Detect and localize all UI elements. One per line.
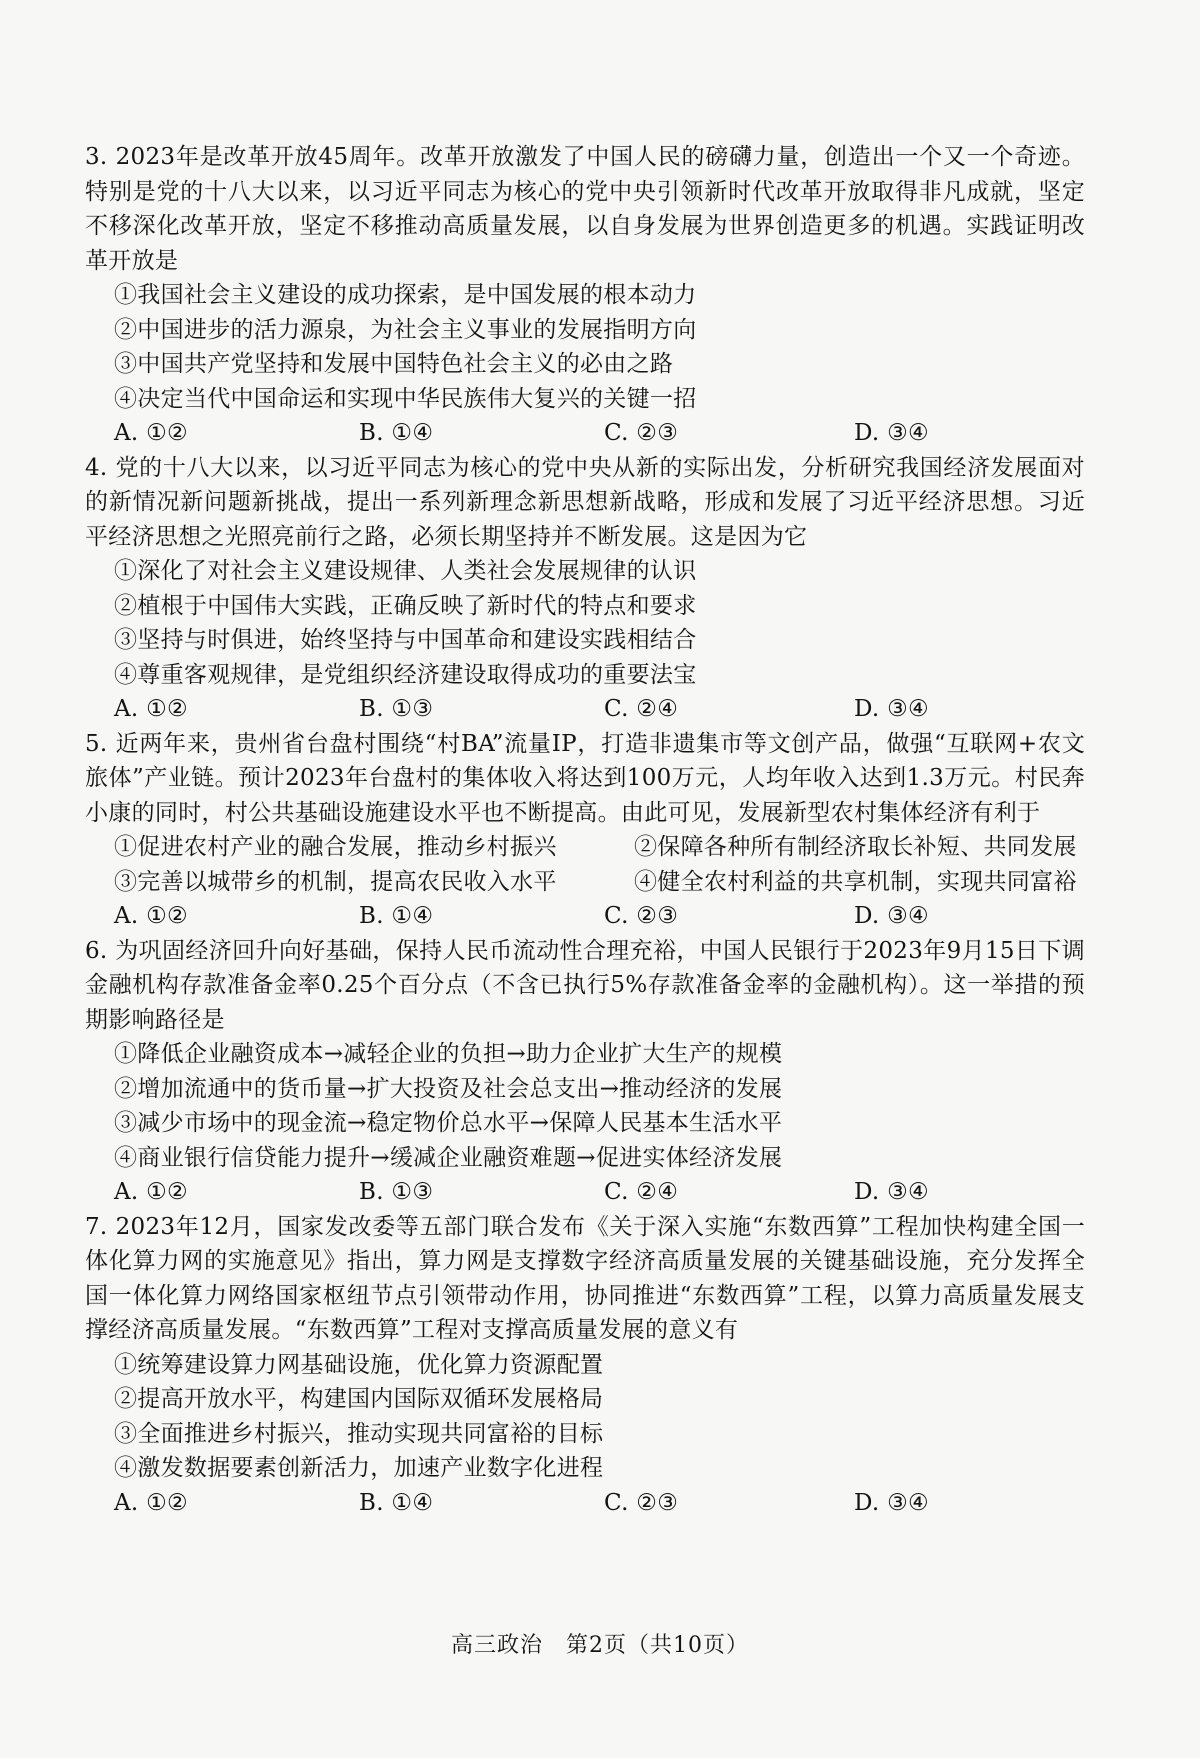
statement-list bbox=[114, 278, 1085, 416]
answer-choices bbox=[114, 692, 1085, 727]
choice-a: A. ①② bbox=[114, 1179, 188, 1205]
question-6 bbox=[85, 934, 1085, 1210]
choice-b: B. ①④ bbox=[359, 903, 434, 929]
choice-c: C. ②③ bbox=[604, 420, 679, 446]
choice-d: D. ③④ bbox=[854, 420, 929, 446]
statement-option: ②保障各种所有制经济取长补短、共同发展 bbox=[634, 834, 1077, 860]
choice-c: C. ②④ bbox=[604, 1179, 679, 1205]
statement-option: ④健全农村利益的共享机制，实现共同富裕 bbox=[634, 868, 1077, 895]
choice-d: D. ③④ bbox=[854, 1179, 929, 1205]
statement-option: ②中国进步的活力源泉，为社会主义事业的发展指明方向 bbox=[114, 316, 697, 343]
question-7 bbox=[85, 1210, 1085, 1521]
question-stem: 7. 2023年12月，国家发改委等五部门联合发布《关于深入实施“东数西算”工程加快构建全国一体化算力网的实施意见》指出，算力网是支撑数字经济高质量发展的关键基础设施，充分发挥全国一体化算力网络国家枢纽节点引领带动作用，协同推进“东数西算”工程，以算力高质量发展支撑经济高质量发展。“东数西算”工程对支撑高质量发展的意义有 bbox=[85, 1213, 1085, 1343]
question-4 bbox=[85, 451, 1085, 727]
choice-d: D. ③④ bbox=[854, 1489, 929, 1516]
statement-option: ④尊重客观规律，是党组织经济建设取得成功的重要法宝 bbox=[114, 661, 697, 688]
choice-b: B. ①③ bbox=[359, 696, 434, 722]
choice-c: C. ②④ bbox=[604, 696, 679, 722]
choice-d: D. ③④ bbox=[854, 696, 929, 722]
question-stem: 5. 近两年来，贵州省台盘村围绕“村BA”流量IP，打造非遗集市等文创产品，做强“互联网+农文旅体”产业链。预计2023年台盘村的集体收入将达到100万元，人均年收入达到1.3万元。村民奔小康的同时，村公共基础设施建设水平也不断提高。由此可见，发展新型农村集体经济有利于 bbox=[85, 730, 1085, 826]
statement-option: ①我国社会主义建设的成功探索，是中国发展的根本动力 bbox=[114, 282, 697, 308]
statement-option: ①统筹建设算力网基础设施，优化算力资源配置 bbox=[114, 1351, 604, 1378]
page-footer: 高三政治 第2页（共10页） bbox=[451, 1633, 749, 1658]
statement-option: ①深化了对社会主义建设规律、人类社会发展规律的认识 bbox=[114, 558, 697, 584]
question-5 bbox=[85, 727, 1085, 934]
choice-b: B. ①④ bbox=[359, 1489, 434, 1516]
statement-option: ②增加流通中的货币量→扩大投资及社会总支出→推动经济的发展 bbox=[114, 1075, 783, 1102]
answer-choices bbox=[114, 1486, 1085, 1521]
questions-container bbox=[85, 140, 1085, 1520]
choice-a: A. ①② bbox=[114, 1489, 188, 1516]
choice-a: A. ①② bbox=[114, 903, 188, 929]
choice-a: A. ①② bbox=[114, 420, 188, 446]
statement-option: ④决定当代中国命运和实现中华民族伟大复兴的关键一招 bbox=[114, 385, 697, 412]
choice-d: D. ③④ bbox=[854, 903, 929, 929]
statement-option: ④商业银行信贷能力提升→缓减企业融资难题→促进实体经济发展 bbox=[114, 1144, 783, 1171]
statement-option: ③全面推进乡村振兴，推动实现共同富裕的目标 bbox=[114, 1420, 604, 1447]
choice-c: C. ②③ bbox=[604, 903, 679, 929]
statement-option: ②植根于中国伟大实践，正确反映了新时代的特点和要求 bbox=[114, 592, 697, 619]
statement-option: ②提高开放水平，构建国内国际双循环发展格局 bbox=[114, 1386, 604, 1412]
answer-choices bbox=[114, 1175, 1085, 1210]
statement-option: ③减少市场中的现金流→稳定物价总水平→保障人民基本生活水平 bbox=[114, 1110, 783, 1136]
statement-option: ③中国共产党坚持和发展中国特色社会主义的必由之路 bbox=[114, 351, 674, 377]
question-stem: 3. 2023年是改革开放45周年。改革开放激发了中国人民的磅礴力量，创造出一个又一个奇迹。特别是党的十八大以来，以习近平同志为核心的党中央引领新时代改革开放取得非凡成就，坚定不移深化改革开放，坚定不移推动高质量发展，以自身发展为世界创造更多的机遇。实践证明改革开放是 bbox=[85, 144, 1085, 274]
statement-option: ①促进农村产业的融合发展，推动乡村振兴 bbox=[114, 834, 557, 860]
statement-option: ③完善以城带乡的机制，提高农民收入水平 bbox=[114, 868, 557, 895]
question-stem: 4. 党的十八大以来，以习近平同志为核心的党中央从新的实际出发，分析研究我国经济发展面对的新情况新问题新挑战，提出一系列新理念新思想新战略，形成和发展了习近平经济思想。习近平经济思想之光照亮前行之路，必须长期坚持并不断发展。这是因为它 bbox=[85, 454, 1085, 550]
question-stem: 6. 为巩固经济回升向好基础，保持人民币流动性合理充裕，中国人民银行于2023年9月15日下调金融机构存款准备金率0.25个百分点（不含已执行5%存款准备金率的金融机构）。这一举措的预期影响路径是 bbox=[85, 937, 1085, 1033]
choice-a: A. ①② bbox=[114, 696, 188, 722]
choice-b: B. ①③ bbox=[359, 1179, 434, 1205]
answer-choices bbox=[114, 899, 1085, 934]
choice-b: B. ①④ bbox=[359, 420, 434, 446]
statement-option: ①降低企业融资成本→减轻企业的负担→助力企业扩大生产的规模 bbox=[114, 1041, 783, 1067]
statement-list bbox=[114, 554, 1085, 692]
statement-option: ④激发数据要素创新活力，加速产业数字化进程 bbox=[114, 1455, 604, 1481]
statement-list bbox=[114, 1037, 1085, 1175]
choice-c: C. ②③ bbox=[604, 1489, 679, 1516]
answer-choices bbox=[114, 416, 1085, 451]
statement-option: ③坚持与时俱进，始终坚持与中国革命和建设实践相结合 bbox=[114, 627, 697, 653]
statement-list bbox=[114, 1348, 1085, 1486]
statement-list bbox=[114, 830, 1085, 899]
question-3 bbox=[85, 140, 1085, 451]
